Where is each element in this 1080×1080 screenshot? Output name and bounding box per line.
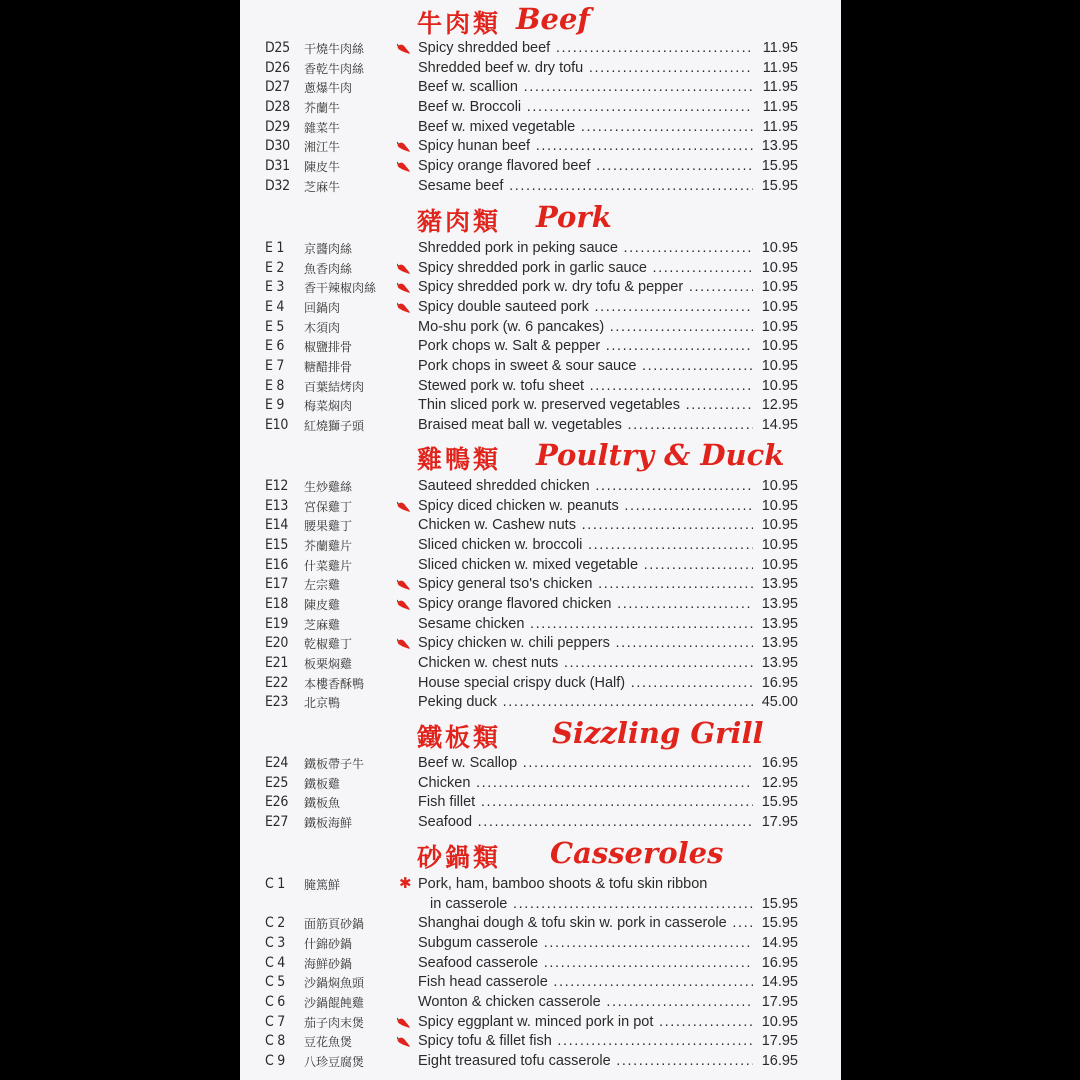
chili-pepper-icon (397, 282, 411, 294)
item-code: D25 (265, 40, 290, 56)
section-title-chinese: 鐵板類 (417, 723, 502, 752)
item-code: E 9 (265, 397, 285, 414)
item-price: 16.95 (761, 1052, 798, 1069)
item-name: Spicy tofu & fillet fish ..... (418, 1033, 753, 1049)
item-chinese-name: 椒鹽排骨 (304, 340, 353, 355)
item-price: 12.95 (761, 397, 798, 414)
item-name: Subgum casserole ..... (418, 935, 753, 951)
item-chinese-name: 鐵板雞 (304, 776, 341, 791)
menu-item (240, 397, 841, 417)
chili-pepper-icon (397, 1017, 411, 1029)
menu-item (240, 240, 841, 260)
item-name: Fish fillet ..... (418, 794, 753, 810)
item-chinese-name: 鐵板海鮮 (304, 815, 353, 830)
menu-item (240, 955, 841, 975)
chili-pepper-icon (397, 43, 411, 55)
menu-item (240, 775, 841, 795)
item-price: 10.95 (761, 536, 798, 553)
item-price: 13.95 (761, 654, 798, 671)
section-header (240, 716, 841, 756)
item-code: D32 (265, 177, 290, 194)
chili-pepper-icon (397, 579, 411, 591)
item-chinese-name: 香乾牛肉絲 (304, 61, 365, 76)
item-code: E18 (265, 595, 289, 612)
item-chinese-name: 梅菜焖肉 (304, 399, 353, 414)
item-code: E22 (265, 674, 289, 691)
chili-pepper-icon (397, 141, 411, 153)
item-chinese-name: 芥蘭牛 (304, 100, 341, 115)
item-chinese-name: 芝麻牛 (304, 179, 341, 194)
chili-pepper-icon (397, 302, 411, 314)
section-header (240, 438, 841, 478)
menu-item (240, 935, 841, 955)
item-chinese-name: 木須肉 (304, 320, 341, 335)
item-chinese-name: 沙鍋餛飩雞 (304, 995, 365, 1010)
item-price: 45.00 (761, 694, 798, 711)
chili-pepper-icon (397, 263, 411, 275)
item-code: E 3 (265, 279, 285, 296)
item-code: E 8 (265, 377, 285, 394)
item-price: 10.95 (761, 517, 798, 534)
item-chinese-name: 沙鍋焖魚頭 (304, 976, 365, 991)
menu-item (240, 616, 841, 636)
item-code: E14 (265, 517, 289, 534)
item-chinese-name: 糖醋排骨 (304, 359, 353, 374)
item-price: 15.95 (761, 177, 798, 194)
item-name: Wonton & chicken casserole ..... (418, 994, 753, 1010)
item-code: E19 (265, 615, 289, 632)
menu-item (240, 675, 841, 695)
menu-item (240, 1014, 841, 1034)
section-title-english: Casseroles (550, 836, 724, 870)
menu-item (240, 814, 841, 834)
item-chinese-name: 八珍豆腐煲 (304, 1054, 365, 1069)
item-chinese-name: 干燒牛肉絲 (304, 42, 365, 56)
item-chinese-name: 鐵板帶子牛 (304, 757, 365, 771)
item-name: Sliced chicken w. mixed vegetable ..... (418, 557, 753, 573)
item-name: Spicy hunan beef ..... (418, 138, 753, 154)
item-code: C 5 (265, 974, 285, 991)
menu-item (240, 260, 841, 280)
item-name: Spicy shredded pork w. dry tofu & pepper ..... (418, 279, 753, 295)
item-name: Beef w. Scallop ..... (418, 755, 753, 771)
item-code: E 6 (265, 338, 285, 355)
item-code: E13 (265, 497, 289, 514)
chili-pepper-icon (397, 1036, 411, 1048)
section-title-english: Sizzling Grill (552, 716, 764, 750)
item-chinese-name: 紅燒獅子頭 (304, 418, 365, 433)
item-chinese-name: 宮保雞丁 (304, 499, 353, 514)
section-header (240, 200, 841, 240)
item-code: E23 (265, 694, 289, 711)
item-name: Sliced chicken w. broccoli ..... (418, 537, 753, 553)
item-code: E12 (265, 478, 289, 494)
item-code: C 1 (265, 876, 285, 892)
item-code: E25 (265, 774, 289, 791)
item-code: D26 (265, 59, 290, 76)
item-code: C 4 (265, 954, 285, 971)
item-code: E 1 (265, 240, 285, 256)
item-chinese-name: 百葉結烤肉 (304, 379, 365, 394)
item-name: Pork chops w. Salt & pepper ..... (418, 338, 753, 354)
section-title-english: Pork (536, 200, 612, 234)
section-title-chinese: 砂鍋類 (417, 843, 502, 872)
item-name: Shanghai dough & tofu skin w. pork in casserole ..... (418, 915, 753, 931)
item-name: Sauteed shredded chicken ..... (418, 478, 753, 494)
item-code: D30 (265, 138, 290, 155)
item-name: Spicy orange flavored beef ..... (418, 158, 753, 174)
item-chinese-name: 陳皮雞 (304, 597, 341, 612)
item-code: D27 (265, 79, 290, 96)
item-price: 10.95 (761, 1013, 798, 1030)
item-price: 10.95 (761, 298, 798, 315)
item-name: Pork, ham, bamboo shoots & tofu skin ribbon (418, 876, 708, 892)
item-chinese-name: 魚香肉絲 (304, 261, 353, 276)
item-price: 14.95 (761, 416, 798, 433)
item-name: Spicy chicken w. chili peppers ..... (418, 635, 753, 651)
item-name: Stewed pork w. tofu sheet ..... (418, 378, 753, 394)
menu-item (240, 517, 841, 537)
item-chinese-name: 什菜雞片 (304, 558, 353, 573)
menu-item (240, 655, 841, 675)
section-title-english: Poultry & Duck (536, 438, 785, 472)
menu-item (240, 299, 841, 319)
item-code: D29 (265, 118, 290, 135)
item-code: E 5 (265, 318, 285, 335)
menu-item (240, 576, 841, 596)
item-price: 10.95 (761, 279, 798, 296)
item-chinese-name: 腌篤鮮 (304, 878, 341, 892)
item-chinese-name: 海鮮砂鍋 (304, 956, 353, 971)
item-code: E27 (265, 813, 289, 830)
item-price: 17.95 (761, 813, 798, 830)
item-price: 11.95 (762, 118, 798, 135)
menu-item (240, 417, 841, 437)
menu-item (240, 994, 841, 1014)
item-code: C 7 (265, 1013, 285, 1030)
item-chinese-name: 什錦砂鍋 (304, 936, 353, 951)
item-name: Mo-shu pork (w. 6 pancakes) ..... (418, 319, 753, 335)
item-chinese-name: 雜菜牛 (304, 120, 341, 135)
item-code: D28 (265, 98, 290, 115)
item-name: Braised meat ball w. vegetables ..... (418, 417, 753, 433)
item-chinese-name: 乾椒雞丁 (304, 637, 353, 652)
item-name: Fish head casserole ..... (418, 974, 753, 990)
item-price: 11.95 (762, 40, 798, 56)
item-price: 15.95 (761, 794, 798, 811)
item-price: 10.95 (761, 259, 798, 276)
menu-item (240, 596, 841, 616)
item-code: E26 (265, 794, 289, 811)
item-code: E21 (265, 654, 289, 671)
menu-item (240, 338, 841, 358)
item-chinese-name: 生炒雞絲 (304, 480, 353, 494)
item-chinese-name: 京醬肉絲 (304, 242, 353, 256)
item-code: E20 (265, 635, 289, 652)
item-name: Beef w. mixed vegetable ..... (418, 119, 753, 135)
menu-item (240, 694, 841, 714)
menu-item (240, 119, 841, 139)
menu-item (240, 178, 841, 198)
item-price: 10.95 (761, 357, 798, 374)
item-chinese-name: 板栗焖雞 (304, 656, 353, 671)
item-price: 13.95 (761, 635, 798, 652)
item-code: C 2 (265, 915, 285, 932)
item-name: Chicken w. chest nuts ..... (418, 655, 753, 671)
item-name: Spicy eggplant w. minced pork in pot ..... (418, 1014, 753, 1030)
item-name: Beef w. Broccoli ..... (418, 99, 753, 115)
item-name: Chicken w. Cashew nuts ..... (418, 517, 753, 533)
section-header (240, 836, 841, 876)
item-code: E 7 (265, 357, 285, 374)
item-chinese-name: 湘江牛 (304, 140, 341, 155)
menu-item (240, 635, 841, 655)
section-title-english: Beef (516, 2, 590, 36)
item-code: E24 (265, 755, 289, 771)
item-name: House special crispy duck (Half) ..... (418, 675, 753, 691)
item-code: D31 (265, 157, 290, 174)
menu-item (240, 974, 841, 994)
item-name: Pork chops in sweet & sour sauce ..... (418, 358, 753, 374)
item-name: Sesame chicken ..... (418, 616, 753, 632)
menu-item (240, 40, 841, 60)
item-price: 16.95 (761, 674, 798, 691)
item-price: 15.95 (761, 915, 798, 932)
item-code: E 2 (265, 259, 285, 276)
menu-item (240, 279, 841, 299)
item-price: 11.95 (762, 98, 798, 115)
chili-pepper-icon (397, 638, 411, 650)
menu-item (240, 1053, 841, 1073)
section-title-chinese: 豬肉類 (417, 207, 502, 236)
item-code: E15 (265, 536, 289, 553)
menu-item (240, 557, 841, 577)
item-name: Spicy shredded pork in garlic sauce ..... (418, 260, 753, 276)
item-price: 10.95 (761, 377, 798, 394)
item-price: 15.95 (761, 157, 798, 174)
item-price: 10.95 (761, 478, 798, 494)
item-price: 10.95 (761, 497, 798, 514)
menu-item (240, 755, 841, 775)
item-price: 11.95 (762, 59, 798, 76)
item-price: 11.95 (762, 79, 798, 96)
item-name: Spicy general tso's chicken ..... (418, 576, 753, 592)
item-chinese-name: 腰果雞丁 (304, 519, 353, 534)
item-code: C 8 (265, 1033, 285, 1050)
section-title-chinese: 雞鴨類 (417, 445, 502, 474)
item-chinese-name: 香干辣椒肉絲 (304, 281, 377, 296)
item-price: 14.95 (761, 974, 798, 991)
menu-item-continuation (240, 896, 841, 916)
item-code: E16 (265, 556, 289, 573)
item-name: Thin sliced pork w. preserved vegetables ..... (418, 397, 753, 413)
item-name: Peking duck ..... (418, 694, 753, 710)
item-name: Eight treasured tofu casserole ..... (418, 1053, 753, 1069)
menu-item (240, 60, 841, 80)
item-chinese-name: 北京鴨 (304, 696, 341, 711)
item-price: 14.95 (761, 934, 798, 951)
chili-pepper-icon (397, 599, 411, 611)
item-name: Beef w. scallion ..... (418, 79, 753, 95)
item-price: 12.95 (761, 774, 798, 791)
menu-item (240, 537, 841, 557)
menu-item (240, 99, 841, 119)
item-code: C 9 (265, 1052, 285, 1069)
item-price: 10.95 (761, 240, 798, 256)
item-name: Spicy double sauteed pork ..... (418, 299, 753, 315)
item-price: 10.95 (761, 318, 798, 335)
item-code: E 4 (265, 298, 285, 315)
star-icon: ✱ (399, 874, 412, 892)
chili-pepper-icon (397, 501, 411, 513)
item-chinese-name: 茄子肉末煲 (304, 1015, 365, 1030)
item-name-line2: in casserole ..... (430, 896, 753, 912)
item-price: 17.95 (761, 993, 798, 1010)
item-chinese-name: 芥蘭雞片 (304, 538, 353, 553)
menu-item (240, 1033, 841, 1053)
menu-item (240, 794, 841, 814)
item-chinese-name: 蔥爆牛肉 (304, 81, 353, 96)
item-code: E17 (265, 576, 289, 593)
item-price: 13.95 (761, 138, 798, 155)
item-price: 13.95 (761, 615, 798, 632)
item-chinese-name: 本樓香酥鴨 (304, 676, 365, 691)
item-code: C 6 (265, 993, 285, 1010)
item-price: 16.95 (761, 954, 798, 971)
section-header (240, 2, 841, 42)
menu-item (240, 138, 841, 158)
item-chinese-name: 鐵板魚 (304, 796, 341, 811)
item-chinese-name: 左宗雞 (304, 578, 341, 593)
item-name: Spicy shredded beef ..... (418, 40, 753, 56)
item-name: Seafood casserole ..... (418, 955, 753, 971)
item-chinese-name: 陳皮牛 (304, 159, 341, 174)
item-price: 13.95 (761, 595, 798, 612)
item-name: Chicken ..... (418, 775, 753, 791)
item-name: Shredded beef w. dry tofu ..... (418, 60, 753, 76)
item-name: Shredded pork in peking sauce ..... (418, 240, 753, 256)
item-name: Sesame beef ..... (418, 178, 753, 194)
item-name: Seafood ..... (418, 814, 753, 830)
item-chinese-name: 回鍋肉 (304, 300, 341, 315)
item-price: 15.95 (761, 895, 798, 912)
menu-item (240, 876, 841, 896)
section-title-chinese: 牛肉類 (417, 9, 502, 38)
menu-item (240, 915, 841, 935)
menu-item (240, 478, 841, 498)
item-chinese-name: 芝麻雞 (304, 617, 341, 632)
item-code: C 3 (265, 934, 285, 951)
menu-item (240, 158, 841, 178)
item-chinese-name: 面筋頁砂鍋 (304, 917, 365, 932)
item-code: E10 (265, 416, 289, 433)
menu-item (240, 358, 841, 378)
item-name: Spicy orange flavored chicken ..... (418, 596, 753, 612)
item-price: 10.95 (761, 556, 798, 573)
menu-item (240, 79, 841, 99)
menu-item (240, 498, 841, 518)
item-name: Spicy diced chicken w. peanuts ..... (418, 498, 753, 514)
item-price: 16.95 (761, 755, 798, 771)
item-price: 10.95 (761, 338, 798, 355)
menu-item (240, 319, 841, 339)
menu-item (240, 378, 841, 398)
item-price: 17.95 (761, 1033, 798, 1050)
item-price: 13.95 (761, 576, 798, 593)
chili-pepper-icon (397, 161, 411, 173)
menu-page (240, 0, 841, 1080)
item-chinese-name: 豆花魚煲 (304, 1035, 353, 1050)
